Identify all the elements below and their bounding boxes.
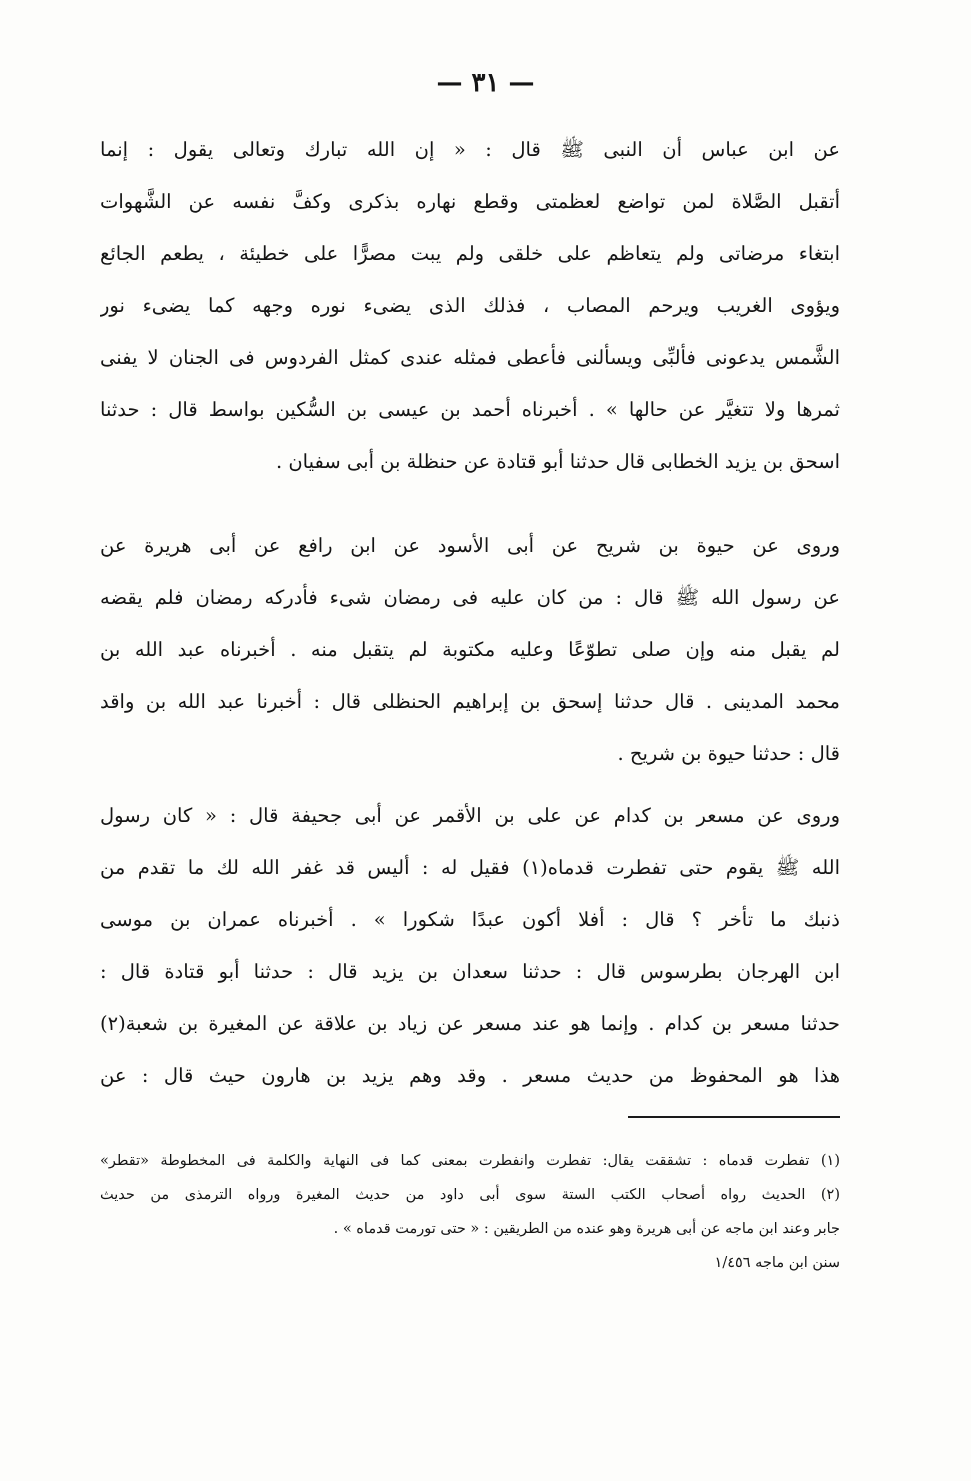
- text-line: وروى عن مسعر بن كدام عن على بن الأقمر عن أبى جحيفة قال : « كان رسول: [100, 804, 840, 827]
- footnote-divider: [628, 1116, 840, 1118]
- text-line: محمد المدينى . قال حدثنا إسحق بن إبراهيم الحنظلى قال : أخبرنا عبد الله بن واقد: [100, 690, 840, 713]
- text-line: ويؤوى الغريب ويرحم المصاب ، فذلك الذى يضىء نوره وجهه كما يضىء نور: [100, 294, 840, 317]
- footnote-line: (٢) الحديث رواه أصحاب الكتب الستة سوى أبى داود من حديث المغيرة ورواه الترمذى من حديث: [100, 1187, 840, 1203]
- text-line: هذا هو المحفوظ من حديث مسعر . وقد وهم يزيد بن هارون حيث قال : عن: [100, 1064, 840, 1087]
- text-line: حدثنا مسعر بن كدام . وإنما هو عند مسعر عن زياد بن علاقة عن المغيرة بن شعبة(٢): [100, 1012, 840, 1035]
- text-line: قال : حدثنا حيوة بن شريح .: [617, 742, 840, 765]
- footnote-line: سنن ابن ماجه ١/٤٥٦: [714, 1255, 840, 1271]
- footnote-line: (١) تفطرت قدماه : تشققت يقال: تفطرت وانفطرت بمعنى كما فى النهاية والكلمة فى المخطوطة «تقطر»: [100, 1153, 840, 1169]
- text-line: الشَّمس يدعونى فألبِّى ويسألنى فأعطى فمثله عندى كمثل الفردوس فى الجنان لا يفنى: [100, 346, 840, 369]
- page-number: — ٣١ —: [436, 68, 535, 98]
- text-line: لم يقبل منه وإن صلى تطوّعًا وعليه مكتوبة لم يتقبل منه . أخبرناه عبد الله بن: [100, 638, 840, 661]
- text-line: أتقبل الصَّلاة لمن تواضع لعظمتى وقطع نهاره بذكرى وكفَّ نفسه عن الشَّهوات: [100, 190, 840, 213]
- text-line: ابتغاء مرضاتى ولم يتعاظم على خلقى ولم يبت مصرًّا على خطيئة ، يطعم الجائع: [100, 242, 840, 265]
- footnotes: [100, 1144, 840, 1280]
- paragraph-3: [100, 790, 840, 1102]
- text-line: ثمرها ولا تتغيَّر عن حالها » . أخبرناه أحمد بن عيسى بن السُّكين بواسط قال : حدثنا: [100, 398, 840, 421]
- paragraph-2: [100, 520, 840, 780]
- paragraph-1: [100, 124, 840, 488]
- text-line: الله ﷺ يقوم حتى تفطرت قدماه(١) فقيل له : أليس قد غفر الله لك ما تقدم من: [100, 856, 840, 879]
- text-line: عن ابن عباس أن النبى ﷺ قال : « إن الله تبارك وتعالى يقول : إنما: [100, 138, 840, 161]
- text-line: ابن الهرجان بطرسوس قال : حدثنا سعدان بن يزيد قال : حدثنا أبو قتادة قال :: [100, 960, 840, 983]
- text-line: وروى عن حيوة بن شريح عن أبى الأسود عن ابن رافع عن أبى هريرة عن: [100, 534, 840, 557]
- text-line: ذنبك ما تأخر ؟ قال : أفلا أكون عبدًا شكورا » . أخبرناه عمران بن موسى: [100, 908, 840, 931]
- text-line: عن رسول الله ﷺ قال : من كان عليه فى رمضان شىء فأدركه رمضان فلم يقضه: [100, 586, 840, 609]
- text-line: اسحق بن يزيد الخطابى قال حدثنا أبو قتادة عن حنظلة بن أبى سفيان .: [275, 450, 840, 473]
- footnote-line: جابر وعند ابن ماجه عن أبى هريرة وهو عنده من الطريقين : « حتى تورمت قدماه » .: [333, 1221, 840, 1237]
